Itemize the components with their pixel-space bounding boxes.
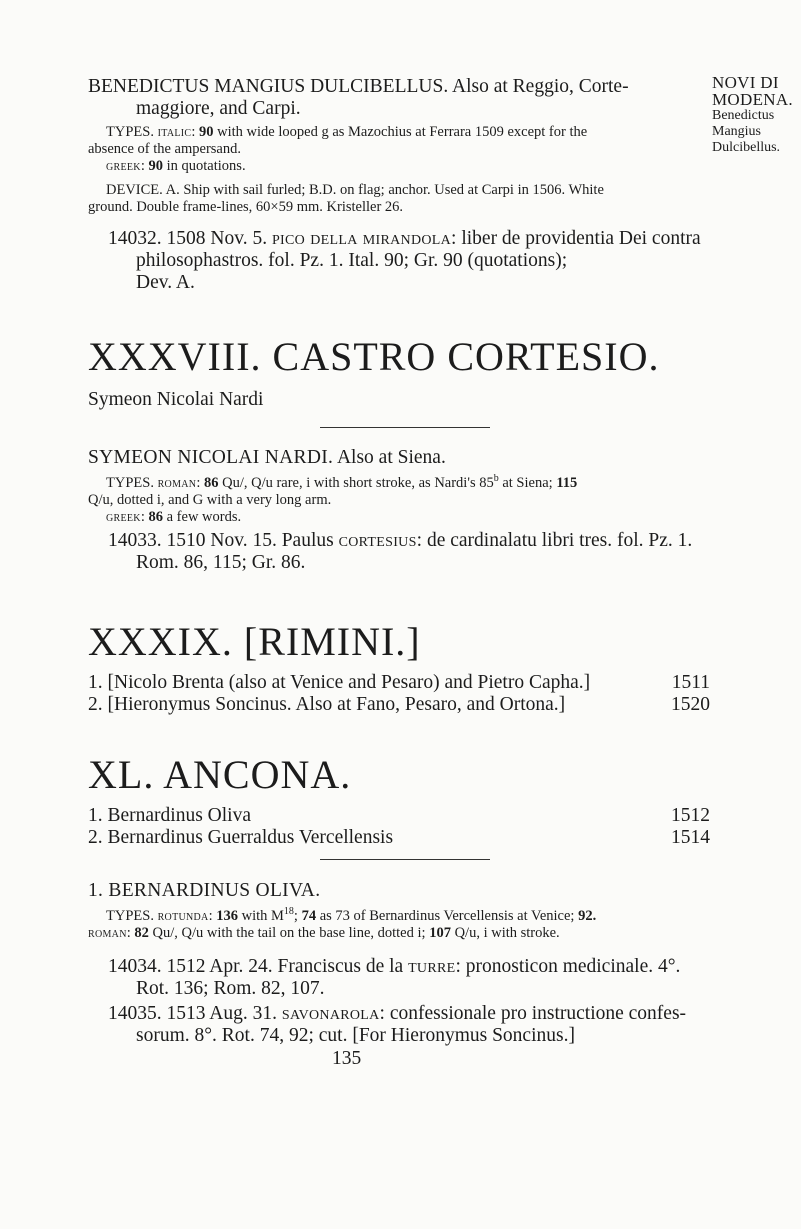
device-line-2: ground. Double frame-lines, 60×59 mm. Kristeller 26. <box>88 199 404 215</box>
greek-num: 90 <box>148 158 163 174</box>
entry-author: savonarola <box>281 1003 380 1024</box>
printer-heading-cont: maggiore, and Carpi. <box>136 98 301 119</box>
list-printer: Bernardinus Guerraldus Vercellensis <box>107 827 394 848</box>
greek-text: in quotations. <box>163 158 246 174</box>
entry-14032 <box>108 228 788 294</box>
entry-date: 1513 Aug. 31. <box>161 1003 282 1024</box>
types-note <box>88 124 710 175</box>
entry-line-2: philosophastros. fol. Pz. 1. Ital. 90; Gr. 90 (quotations); <box>136 250 568 271</box>
margin-printer-1: Benedictus <box>712 108 775 123</box>
list-item <box>88 672 710 694</box>
types-italic-label: italic <box>157 124 192 140</box>
entry-line-2: Rom. 86, 115; Gr. 86. <box>136 552 306 573</box>
printer-heading-nardi <box>88 447 446 469</box>
list-year: 1511 <box>671 672 710 693</box>
divider <box>320 427 490 428</box>
types-text: with M <box>237 908 284 924</box>
entry-title: : de cardinalatu libri tres. fol. Pz. 1. <box>416 530 693 551</box>
types-text-b: at Siena; <box>498 475 557 491</box>
types-text: with wide looped g as Mazochius at Ferrara 1509 except for the <box>213 124 588 140</box>
types-label: TYPES. <box>106 475 158 491</box>
device-note <box>88 182 788 216</box>
divider <box>320 859 490 860</box>
types-sep: : <box>196 475 204 491</box>
section-heading-ancona: XL. ANCONA. <box>88 752 352 797</box>
types-num-2: 74 <box>301 908 317 924</box>
greek-label: greek <box>106 509 141 525</box>
printer-list-ancona <box>88 805 710 849</box>
types-sup: b <box>493 473 499 485</box>
device-line-1: DEVICE. A. Ship with sail furled; B.D. on flag; anchor. Used at Carpi in 1506. White <box>106 182 604 198</box>
list-item <box>88 805 710 827</box>
types-num-3: 92. <box>578 908 597 924</box>
types-roman-label: roman <box>157 475 197 491</box>
greek-num: 86 <box>148 509 163 525</box>
entry-number: 14035. <box>108 1003 162 1024</box>
types-text-3: Qu/, Q/u with the tail on the base line, dotted i; <box>148 925 430 941</box>
types-sup: 18 <box>283 906 294 918</box>
types-rotunda-label: rotunda <box>157 908 209 924</box>
entry-line-2: Rot. 136; Rom. 82, 107. <box>136 978 325 999</box>
entry-number: 14033. <box>108 530 162 551</box>
types-label: TYPES. <box>106 908 158 924</box>
types-num: 90 <box>199 124 214 140</box>
types-text-4: Q/u, i with stroke. <box>450 925 560 941</box>
entry-14035 <box>108 1003 788 1047</box>
entry-14033 <box>108 530 788 574</box>
types-label: TYPES. <box>106 124 158 140</box>
types-num-2: 115 <box>556 475 578 491</box>
margin-printer-3: Dulcibellus. <box>712 140 781 155</box>
printer-places: Also at Siena. <box>333 447 446 468</box>
types-sep: : <box>208 908 217 924</box>
entry-line-3: Dev. A. <box>136 272 195 293</box>
list-num: 1. <box>88 672 103 693</box>
list-year: 1512 <box>671 805 710 826</box>
printer-name: SYMEON NICOLAI NARDI. <box>88 447 334 468</box>
types-note-oliva <box>88 908 700 942</box>
entry-author: pico della mirandola <box>271 228 452 249</box>
list-num: 2. <box>88 694 103 715</box>
entry-date: 1508 Nov. 5. <box>161 228 272 249</box>
list-printer: [Nicolo Brenta (also at Venice and Pesaro) and Pietro Capha.] <box>107 672 591 693</box>
entry-line-2: sorum. 8°. Rot. 74, 92; cut. [For Hieronymus Soncinus.] <box>136 1025 575 1046</box>
list-num: 1. <box>88 805 103 826</box>
greek-text: a few words. <box>163 509 242 525</box>
types-num-5: 107 <box>429 925 451 941</box>
section-printer-list: Symeon Nicolai Nardi <box>88 389 264 410</box>
margin-printer-2: Mangius <box>712 124 761 139</box>
types-sep: : <box>191 124 200 140</box>
list-item <box>88 827 710 849</box>
list-printer: Bernardinus Oliva <box>107 805 252 826</box>
entry-title: : pronosticon medicinale. 4°. <box>455 956 681 977</box>
greek-sep: : <box>140 509 149 525</box>
types-num-4: 82 <box>134 925 149 941</box>
margin-place-2: MODENA. <box>712 90 793 109</box>
entry-author: cortesius <box>338 530 417 551</box>
types-roman-label: roman <box>88 925 127 941</box>
types-text: Qu/, Q/u rare, i with short stroke, as Nardi's 85 <box>218 475 494 491</box>
section-heading-castro-cortesio: XXXVIII. CASTRO CORTESIO. <box>88 334 660 379</box>
printer-places: Also at Reggio, Corte- <box>448 76 629 97</box>
printer-heading <box>88 76 708 98</box>
margin-note <box>712 74 798 156</box>
types-num: 86 <box>203 475 219 491</box>
entry-title: : confessionale pro instructione confes- <box>379 1003 687 1024</box>
printer-name: BENEDICTUS MANGIUS DULCIBELLUS. <box>88 76 449 97</box>
entry-number: 14034. <box>108 956 162 977</box>
entry-date: 1510 Nov. 15. Paulus <box>161 530 339 551</box>
margin-place-1: NOVI DI <box>712 73 779 92</box>
list-item <box>88 694 710 716</box>
types-note-nardi <box>88 475 650 526</box>
entry-14034 <box>108 956 788 1000</box>
printer-list-rimini <box>88 672 710 716</box>
greek-sep: : <box>140 158 149 174</box>
page-number: 135 <box>332 1048 362 1069</box>
entry-number: 14032. <box>108 228 162 249</box>
list-year: 1514 <box>671 827 710 848</box>
section-heading-rimini: XXXIX. [RIMINI.] <box>88 619 421 664</box>
types-line-2: Q/u, dotted i, and G with a very long arm. <box>88 492 332 508</box>
types-sep-2: ; <box>293 908 302 924</box>
greek-label: greek <box>106 158 141 174</box>
entry-title: : liber de providentia Dei contra <box>451 228 701 249</box>
types-text-2: absence of the ampersand. <box>88 141 241 157</box>
entry-author: turre <box>408 956 456 977</box>
types-num: 136 <box>216 908 238 924</box>
printer-heading-oliva: 1. BERNARDINUS OLIVA. <box>88 880 321 901</box>
types-sep-3: : <box>126 925 135 941</box>
types-text-2: as 73 of Bernardinus Vercellensis at Venice; <box>316 908 579 924</box>
list-num: 2. <box>88 827 103 848</box>
entry-date: 1512 Apr. 24. Franciscus de la <box>161 956 409 977</box>
list-printer: [Hieronymus Soncinus. Also at Fano, Pesaro, and Ortona.] <box>107 694 566 715</box>
list-year: 1520 <box>671 694 710 715</box>
